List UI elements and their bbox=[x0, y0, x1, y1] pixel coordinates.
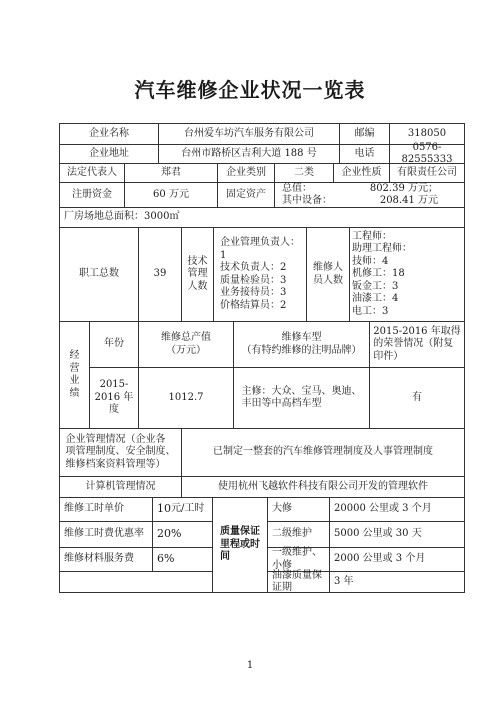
company-name-value: 台州爱车坊汽车服务有限公司 bbox=[184, 127, 314, 139]
category-label: 企业类别 bbox=[226, 166, 266, 178]
phone-value: 0576-82555333 bbox=[401, 141, 453, 165]
fixed-assets-total-value: 802.39 万元； bbox=[369, 182, 438, 194]
models-header: 维修车型 （有特约维修的注明品牌） bbox=[241, 332, 362, 356]
material-fee-label: 维修材料服务费 bbox=[64, 553, 134, 565]
material-fee-value: 6% bbox=[157, 552, 175, 566]
computer-value: 使用杭州飞越软件科技有限公司开发的管理软件 bbox=[218, 480, 428, 492]
warranty-label: 质量保证 里程或时 间 bbox=[220, 526, 260, 563]
capital-label: 注册资金 bbox=[72, 188, 112, 200]
nature-label: 企业性质 bbox=[341, 166, 382, 178]
postcode-value: 318050 bbox=[407, 127, 447, 139]
repair-staff-list: 工程师： 助理工程师： 技师：4 机修工：18 钣金工：3 油漆工：4 电工：3 bbox=[352, 230, 412, 317]
labor-price-label: 维修工时单价 bbox=[64, 503, 124, 515]
page-number: 1 bbox=[246, 660, 254, 671]
warranty-value: 3 年 bbox=[334, 575, 354, 587]
address-value: 台州市路桥区吉利大道 188 号 bbox=[181, 147, 317, 159]
site-area: 厂房场地总面积：3000㎡ bbox=[64, 211, 180, 223]
warranty-item: 一级维护、小修 bbox=[272, 547, 322, 571]
tech-mgmt-label: 技术 管理 人数 bbox=[187, 255, 208, 292]
management-label: 企业管理情况（企业各 项管理制度、安全制度、 维修档案资料管理等） bbox=[65, 433, 176, 470]
warranty-item: 二级维护 bbox=[272, 528, 312, 540]
warranty-value: 20000 公里或 3 个月 bbox=[334, 503, 432, 515]
warranty-value: 2000 公里或 3 个月 bbox=[334, 553, 426, 565]
labor-price-value: 10 元/工时 bbox=[157, 502, 205, 516]
postcode-label: 邮编 bbox=[354, 127, 375, 139]
management-value: 已制定一整套的汽车维修管理制度及人事管理制度 bbox=[213, 446, 433, 458]
capital-value: 60 万元 bbox=[153, 188, 189, 200]
company-name-label: 企业名称 bbox=[89, 127, 129, 139]
output-header: 维修总产值 （万元） bbox=[161, 332, 211, 356]
nature-value: 有限责任公司 bbox=[397, 166, 457, 178]
year-header: 年份 bbox=[104, 338, 124, 350]
fixed-assets-total-label: 总值： bbox=[282, 182, 312, 194]
equipment-label: 其中设备： bbox=[282, 194, 332, 206]
honor-value: 有 bbox=[412, 391, 422, 403]
legal-rep-label: 法定代表人 bbox=[67, 166, 117, 178]
legal-rep-value: 郑君 bbox=[161, 166, 181, 178]
warranty-item: 大修 bbox=[272, 503, 292, 515]
address-label: 企业地址 bbox=[89, 147, 129, 159]
staff-total-value: 39 bbox=[153, 268, 167, 280]
honor-header: 2015-2016 年取得 的荣誉情况（附复 印件） bbox=[373, 325, 461, 362]
page-title: 汽车维修企业状况一览表 bbox=[134, 78, 366, 102]
year-value: 2015- 2016 年度 bbox=[94, 379, 134, 416]
warranty-value: 5000 公里或 30 天 bbox=[334, 528, 422, 540]
tech-mgmt-list: 企业管理负责人： 1 技术负责人：2 质量检验员：3 业务接待员：3 价格结算员：2 bbox=[220, 237, 300, 311]
labor-discount-label: 维修工时费优惠率 bbox=[64, 528, 144, 540]
repair-staff-label: 维修人 员人数 bbox=[313, 262, 343, 286]
computer-label: 计算机管理情况 bbox=[85, 480, 156, 492]
staff-total-label: 职工总数 bbox=[79, 268, 119, 280]
performance-side-label: 经 营 业 绩 bbox=[69, 350, 80, 399]
models-value: 主修：大众、宝马、奥迪、 丰田等中高档车型 bbox=[241, 385, 362, 409]
output-value: 1012.7 bbox=[168, 391, 204, 403]
phone-label: 电话 bbox=[354, 147, 375, 159]
fixed-assets-label: 固定资产 bbox=[226, 188, 266, 200]
category-value: 二类 bbox=[294, 166, 314, 178]
warranty-item: 油漆质量保证期 bbox=[272, 569, 322, 593]
labor-discount-value: 20% bbox=[157, 527, 182, 541]
equipment-value: 208.41 万元 bbox=[379, 194, 438, 206]
